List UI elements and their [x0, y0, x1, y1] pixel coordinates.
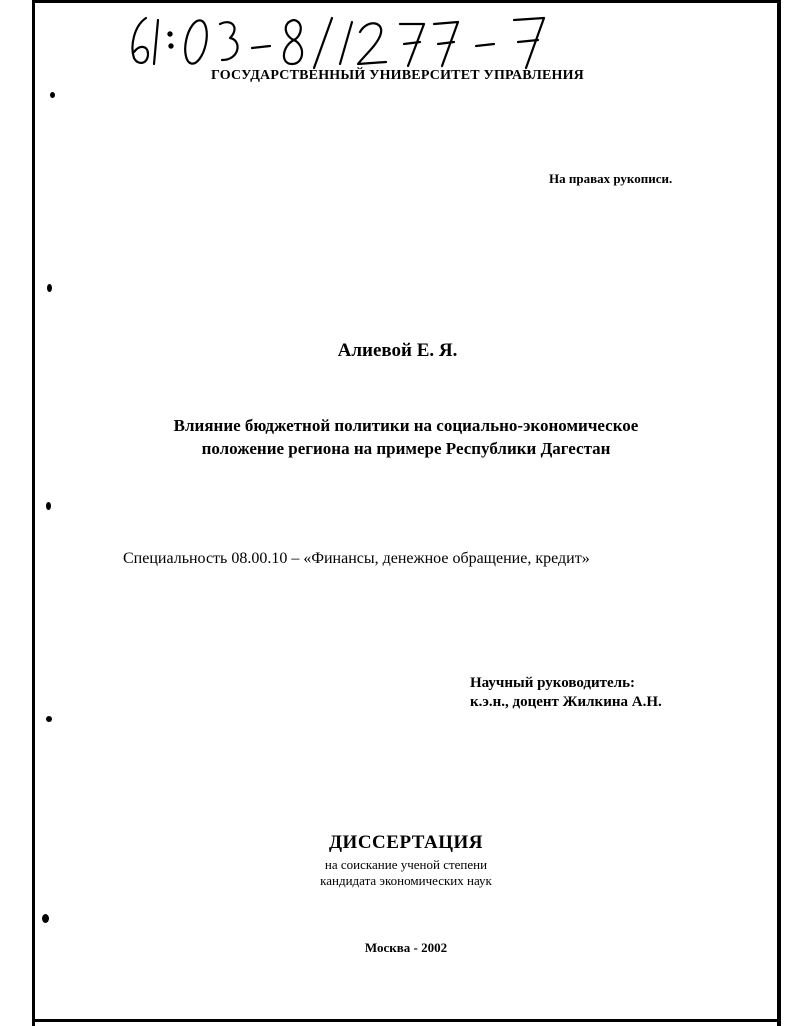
dissertation-heading: ДИССЕРТАЦИЯ — [328, 832, 484, 853]
city-year: Москва - 2002 — [364, 940, 448, 955]
frame-border-top — [32, 0, 780, 3]
university-name: ГОСУДАРСТВЕННЫЙ УНИВЕРСИТЕТ УПРАВЛЕНИЯ — [211, 68, 584, 83]
degree-line-2: кандидата экономических наук — [320, 873, 492, 888]
handwritten-archive-code — [124, 10, 564, 72]
binding-hole-mark — [46, 716, 52, 722]
dissertation-degree — [0, 857, 795, 889]
title-line: положение региона на примере Республики Дагестан — [201, 439, 611, 458]
advisor-name: к.э.н., доцент Жилкина А.Н. — [470, 694, 662, 710]
frame-border-bottom — [32, 1019, 781, 1022]
degree-line-1: на соискание ученой степени — [324, 857, 488, 872]
binding-hole-mark — [47, 284, 52, 292]
binding-hole-mark — [42, 914, 49, 923]
title-line: Влияние бюджетной политики на социально-экономическое — [173, 416, 639, 435]
rights-note: На правах рукописи. — [549, 171, 673, 186]
advisor-label: Научный руководитель: — [470, 675, 635, 691]
specialty-line: Специальность 08.00.10 – «Финансы, денежное обращение, кредит» — [123, 550, 590, 567]
binding-hole-mark — [46, 502, 51, 510]
dissertation-title — [0, 414, 795, 460]
author-name: Алиевой Е. Я. — [337, 340, 458, 361]
binding-hole-mark — [50, 92, 55, 98]
